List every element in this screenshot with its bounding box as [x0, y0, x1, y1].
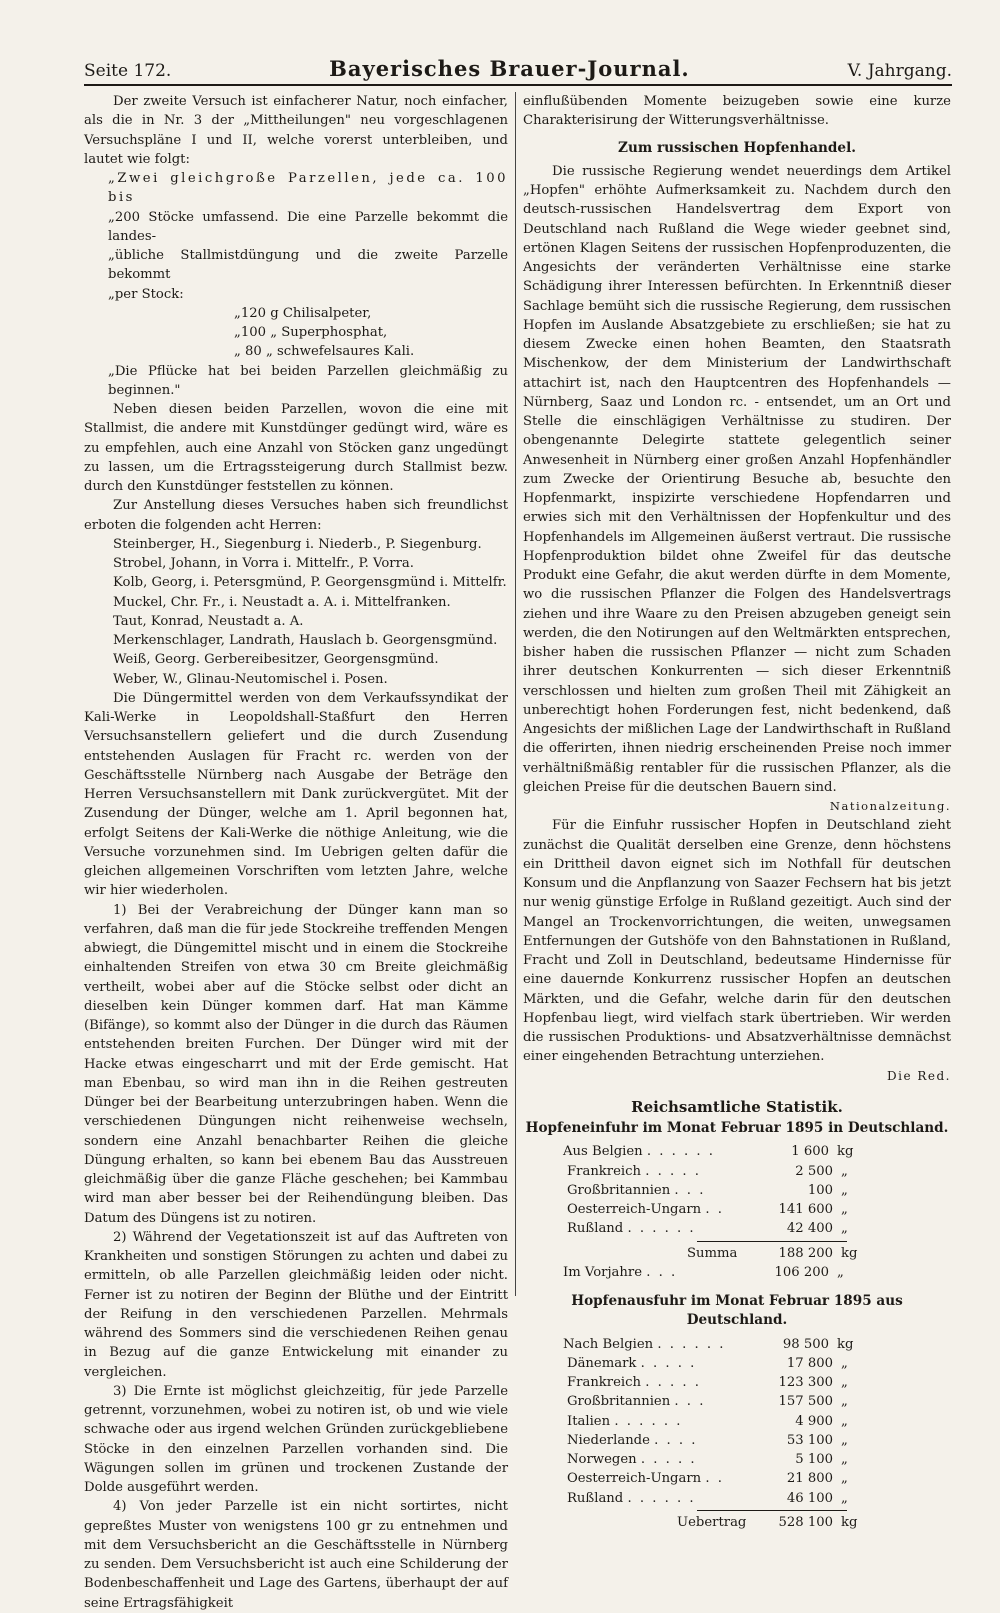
country-cell: Italien . . . . . . [567, 1413, 683, 1429]
unit-cell: „ [841, 1413, 848, 1429]
paragraph: 4) Von jeder Parzelle ist ein nicht sortirtes, nicht gepreßtes Muster von wenigstens 100 gr zu entnehmen und mit dem Versuchsbericht an die Geschäftsstelle in Nürnberg zu senden. Dem Versuchsbericht ist auch eine Schilderung der Bodenbeschaffenheit und Lage des Gartens, überhaupt der auf seine Ertragsfähigkeit [84, 1499, 508, 1611]
participant-list [84, 535, 508, 689]
country-cell: Frankreich . . . . . [567, 1375, 701, 1390]
country-cell: Norwegen . . . . . [567, 1452, 697, 1467]
participant-entry: Merkenschlager, Landrath, Hauslach b. Georgensgmünd. [113, 633, 498, 648]
paragraph: 3) Die Ernte ist möglichst gleichzeitig, für jede Parzelle getrennt, vorzunehmen, wobei zu notiren ist, ob und wie viele schwache oder aus irgend welchen Gründen zurückgebliebene Stöcke in den einzelnen Parzellen vorhanden sind. Die Wägungen sollen im grünen und trockenen Zustande der Dolde ausgeführt werden. [84, 1383, 508, 1495]
statistics-heading: Reichsamtliche Statistik. [631, 1097, 843, 1116]
table-row [527, 1354, 951, 1373]
previous-year-label: Im Vorjahre . . . [563, 1264, 678, 1280]
unit-cell: „ [841, 1221, 848, 1237]
country-cell: Rußland . . . . . . [567, 1221, 696, 1237]
unit-cell: „ [841, 1375, 848, 1390]
journal-title: Bayerisches Brauer-Journal. [329, 56, 690, 81]
value-cell: 2 500 [795, 1163, 833, 1179]
carry-value: 528 100 [778, 1514, 833, 1530]
paragraph: Zur Anstellung dieses Versuches haben sich freundlichst erboten die folgenden acht Herren: [84, 498, 508, 533]
country-cell: Oesterreich-Ungarn . . [567, 1471, 724, 1487]
participant-entry: Taut, Konrad, Neustadt a. A. [113, 613, 304, 629]
previous-year-row [527, 1263, 951, 1282]
table-row [527, 1181, 951, 1200]
participant-entry: Weiß, Georg. Gerbereibesitzer, Georgensgmünd. [113, 652, 439, 668]
quote-line: „Zwei gleichgroße Parzellen, jede ca. 100 bis [108, 171, 508, 206]
paragraph: 2) Während der Vegetationszeit ist auf das Auftreten von Krankheiten und sonstigen Störungen zu achten und dabei zu ermitteln, ob alle Parzellen gleichmäßig leiden oder nicht. Ferner ist zu notiren der Beginn der Blüthe und der Eintritt der Reifung in den verschiedenen Parzellen. Mehrmals während des Sommers sind die verschiedenen Reihen genau in Bezug auf die ganze Entwickelung mit einander zu vergleichen. [84, 1229, 508, 1380]
left-column [84, 92, 508, 1611]
sum-rule [697, 1241, 847, 1242]
unit-cell: „ [841, 1355, 848, 1371]
unit-cell: „ [841, 1182, 848, 1198]
quote-line: „Die Pflücke hat bei beiden Parzellen gleichmäßig zu beginnen." [108, 363, 508, 398]
paragraph: Die Düngermittel werden von dem Verkaufssyndikat der Kali-Werke in Leopoldshall-Staßfurt den Herren Versuchsanstellern geliefert und die durch Zusendung entstehenden Auslagen für Fracht rc. werden von der Geschäftsstelle Nürnberg nach Ausgabe der Beträge den Herren Versuchsanstellern mit Dank zurückvergütet. Mit der Zusendung der Dünger, welche am 1. April begonnen hat, erfolgt Seitens der Kali-Werke die nöthige Anleitung, wie die Versuche vorzunehmen sind. Im Uebrigen gelten dafür die gleichen allgemeinen Vorschriften vom letzten Jahre, welche wir hier wiederholen. [84, 690, 508, 899]
article-heading: Zum russischen Hopfenhandel. [618, 139, 856, 156]
sum-rule [697, 1510, 847, 1511]
value-cell: 157 500 [778, 1394, 833, 1410]
unit-cell: „ [841, 1394, 848, 1410]
unit-cell: kg [837, 1144, 854, 1160]
dosage-line: „120 g Chilisalpeter, [234, 305, 372, 321]
country-cell: Rußland . . . . . . [567, 1490, 696, 1506]
value-cell: 141 600 [778, 1202, 833, 1217]
country-cell: Frankreich . . . . . [567, 1163, 701, 1179]
country-cell: Niederlande . . . . [567, 1432, 698, 1448]
country-cell: Dänemark . . . . . [567, 1355, 697, 1371]
paragraph: Die russische Regierung wendet neuerdings dem Artikel „Hopfen" erhöhte Aufmerksamkeit zu. Nachdem durch den deutsch-russischen Handelsvertrag dem Export von Deutschland nach Rußland die Wege wieder geebnet sind, ertönen Klagen Seitens der russischen Hopfenproduzenten, die Angesichts der veränderten Verhältnisse eine starke Schädigung ihrer Interessen befürchten. In Erkenntniß dieser Sachlage bemüht sich die russische Regierung, dem russischen Hopfen im Auslande Absatzgebiete zu erschließen; sie hat zu diesem Zwecke einen hohen Beamten, den Staatsrath Mischenkow, der dem Ministerium der Landwirthschaft attachirt ist, nach den Hauptcentren des Hopfenhandels — Nürnberg, Saaz und London rc. - entsendet, um an Ort und Stelle die einschlägigen Verhältnisse zu studiren. Der obengenannte Delegirte stattete gelegentlich seiner Anwesenheit in Nürnberg einer großen Anzahl Hopfenhändler zum Zwecke der Orientirung Besuche ab, besuchte den Hopfenmarkt, inspizirte verschiedene Hopfendarren und erwies sich mit den Verhältnissen der Hopfenkultur und des Hopfenhandels im Allgemeinen äußerst vertraut. Die russische Hopfenproduktion bildet ohne Zweifel für das deutsche Produkt eine Gefahr, die akut werden dürfte in dem Momente, wo die russischen Pflanzer die Folgen des Handelsvertrags ziehen und ihre Waare zu den Preisen abzugeben geneigt sein werden, die den Notirungen auf den Weltmärkten entsprechen, bisher haben die russischen Pflanzer — nicht zum Schaden ihrer deutschen Konkurrenten — sich dieser Erkenntniß verschlossen und hielten zum großen Theil mit Zähigkeit an unberechtigt hohen Forderungen fest, nicht bedenkend, daß Angesichts der mißlichen Lage der Landwirthschaft in Rußland die offerirten, ihnen niedrig erscheinenden Preise noch immer verhältnißmäßig rentabler für die russischen Pflanzer, als die gleichen Preise für die deutschen Bauern sind. [523, 163, 951, 795]
table-row [527, 1489, 951, 1508]
value-cell: 17 800 [786, 1355, 833, 1371]
unit-cell: „ [841, 1163, 848, 1179]
sum-row [527, 1244, 951, 1263]
paragraph: einflußübenden Momente beizugeben sowie eine kurze Charakterisirung der Witterungsverhältnisse. [523, 94, 951, 129]
import-table [527, 1142, 951, 1282]
value-cell: 123 300 [778, 1375, 833, 1390]
dosage-line: „100 „ Superphosphat, [234, 325, 388, 340]
table-row [527, 1335, 951, 1354]
unit-cell: „ [841, 1471, 848, 1487]
editor-signature: Die Red. [886, 1068, 951, 1083]
value-cell: 21 800 [786, 1471, 833, 1487]
export-table [527, 1335, 951, 1533]
quote-line: „200 Stöcke umfassend. Die eine Parzelle bekommt die landes- [108, 209, 508, 244]
sum-value: 188 200 [778, 1245, 833, 1261]
country-cell: Großbritannien . . . [567, 1394, 706, 1410]
quote-line: „übliche Stallmistdüngung und die zweite Parzelle bekommt [108, 248, 508, 283]
unit-cell: „ [841, 1432, 848, 1448]
table-row [527, 1200, 951, 1219]
participant-entry: Kolb, Georg, i. Petersgmünd, P. Georgensgmünd i. Mittelfr. [113, 575, 507, 591]
value-cell: 4 900 [795, 1413, 833, 1429]
country-cell: Nach Belgien . . . . . . [563, 1336, 726, 1352]
sum-label: Summa [687, 1245, 738, 1261]
import-table-title: Hopfeneinfuhr im Monat Februar 1895 in Deutschland. [525, 1120, 949, 1136]
country-cell: Aus Belgien . . . . . . [563, 1144, 715, 1160]
carry-row [527, 1513, 951, 1532]
page-number: Seite 172. [84, 61, 172, 81]
table-row [527, 1431, 951, 1450]
participant-entry: Steinberger, H., Siegenburg i. Niederb., P. Siegenburg. [113, 536, 482, 552]
value-cell: 53 100 [786, 1432, 833, 1448]
export-table-title: Hopfenausfuhr im Monat Februar 1895 aus Deutschland. [571, 1293, 903, 1329]
table-row [527, 1373, 951, 1392]
participant-entry: Strobel, Johann, in Vorra i. Mittelfr., P. Vorra. [113, 556, 414, 571]
paragraph: Der zweite Versuch ist einfacherer Natur, noch einfacher, als die in Nr. 3 der „Mittheilungen" neu vorgeschlagenen Versuchspläne I und II, welche vorerst unterbleiben, und lautet wie folgt: [84, 94, 508, 167]
table-row [527, 1392, 951, 1411]
value-cell: 1 600 [791, 1144, 829, 1160]
table-row [527, 1412, 951, 1431]
unit-cell: „ [837, 1264, 844, 1280]
unit-cell: „ [841, 1452, 848, 1467]
value-cell: 100 [807, 1182, 833, 1198]
unit-cell: kg [837, 1336, 854, 1352]
table-row [527, 1450, 951, 1469]
column-divider [515, 92, 516, 1296]
unit-cell: kg [841, 1245, 858, 1261]
value-cell: 42 400 [786, 1221, 833, 1237]
unit-cell: „ [841, 1202, 848, 1217]
previous-year-value: 106 200 [774, 1264, 829, 1280]
source-attribution: Nationalzeitung. [829, 799, 951, 813]
page-header [84, 56, 952, 86]
participant-entry: Muckel, Chr. Fr., i. Neustadt a. A. i. Mittelfranken. [113, 594, 451, 610]
country-cell: Oesterreich-Ungarn . . [567, 1202, 724, 1217]
participant-entry: Weber, W., Glinau-Neutomischel i. Posen. [113, 671, 388, 687]
unit-cell: kg [841, 1514, 858, 1530]
paragraph: 1) Bei der Verabreichung der Dünger kann man so verfahren, daß man die für jede Stockreihe treffenden Mengen abwiegt, die Düngemittel mischt und in einem die Stockreihe einhaltenden Streifen von etwa 30 cm Breite gleichmäßig vertheilt, wobei aber auf die Stöcke selbst oder dicht an dieselben kein Dünger kommen darf. Hat man Kämme (Bifänge), so kommt also der Dünger in die durch das Räumen entstehenden breiten Furchen. Der Dünger wird mit der Hacke etwas eingescharrt und mit der Erde gemischt. Hat man Ebenbau, so wird man ihn in die Reihen gestreuten Dünger bei der Bearbeitung unterzubringen haben. Wenn die verschiedenen Düngungen nicht reihenweise wechseln, sondern eine Anzahl benachbarter Reihen die gleiche Düngung erhalten, so kann bei ebenem Bau das Ausstreuen gleichmäßig über die ganze Fläche geschehen; bei Kammbau wird man aber besser bei der Reihendüngung bleiben. Das Datum des Düngens ist zu notiren. [84, 902, 508, 1226]
quote-line: „per Stock: [108, 286, 184, 302]
dosage-line: „ 80 „ schwefelsaures Kali. [234, 344, 415, 360]
table-row [527, 1219, 951, 1238]
value-cell: 5 100 [795, 1452, 833, 1467]
volume-label: V. Jahrgang. [847, 61, 952, 81]
country-cell: Großbritannien . . . [567, 1182, 706, 1198]
table-row [527, 1142, 951, 1161]
paragraph: Neben diesen beiden Parzellen, wovon die eine mit Stallmist, die andere mit Kunstdünger gedüngt wird, wäre es zu empfehlen, auch eine Anzahl von Stöcken ganz ungedüngt zu lassen, um die Ertragssteigerung durch Stallmist bezw. durch den Kunstdünger feststellen zu können. [84, 402, 508, 494]
paragraph: Für die Einfuhr russischer Hopfen in Deutschland zieht zunächst die Qualität derselben eine Grenze, denn höchstens ein Drittheil davon eignet sich im Nothfall für deutschen Konsum und die Anpflanzung von Saazer Fechsern hat bis jetzt nur wenig günstige Erfolge in Rußland gezeitigt. Auch sind der Mangel an Trockenvorrichtungen, die weiten, unwegsamen Entfernungen der Gutshöfe von den Bahnstationen in Rußland, Fracht und Zoll in Deutschland, bedeutsame Hindernisse für eine dauernde Konkurrenz russischer Hopfen an deutschen Märkten, und die Gefahr, welche darin für den deutschen Hopfenbau liegt, wird vielfach stark übertrieben. Wir werden die russischen Produktions- und Absatzverhältnisse demnächst einer eingehenden Betrachtung unterziehen. [523, 818, 951, 1065]
right-column [523, 92, 951, 1530]
table-row [527, 1162, 951, 1181]
value-cell: 46 100 [786, 1490, 833, 1506]
table-row [527, 1469, 951, 1488]
value-cell: 98 500 [782, 1336, 829, 1352]
carry-label: Uebertrag [677, 1514, 747, 1530]
unit-cell: „ [841, 1490, 848, 1506]
